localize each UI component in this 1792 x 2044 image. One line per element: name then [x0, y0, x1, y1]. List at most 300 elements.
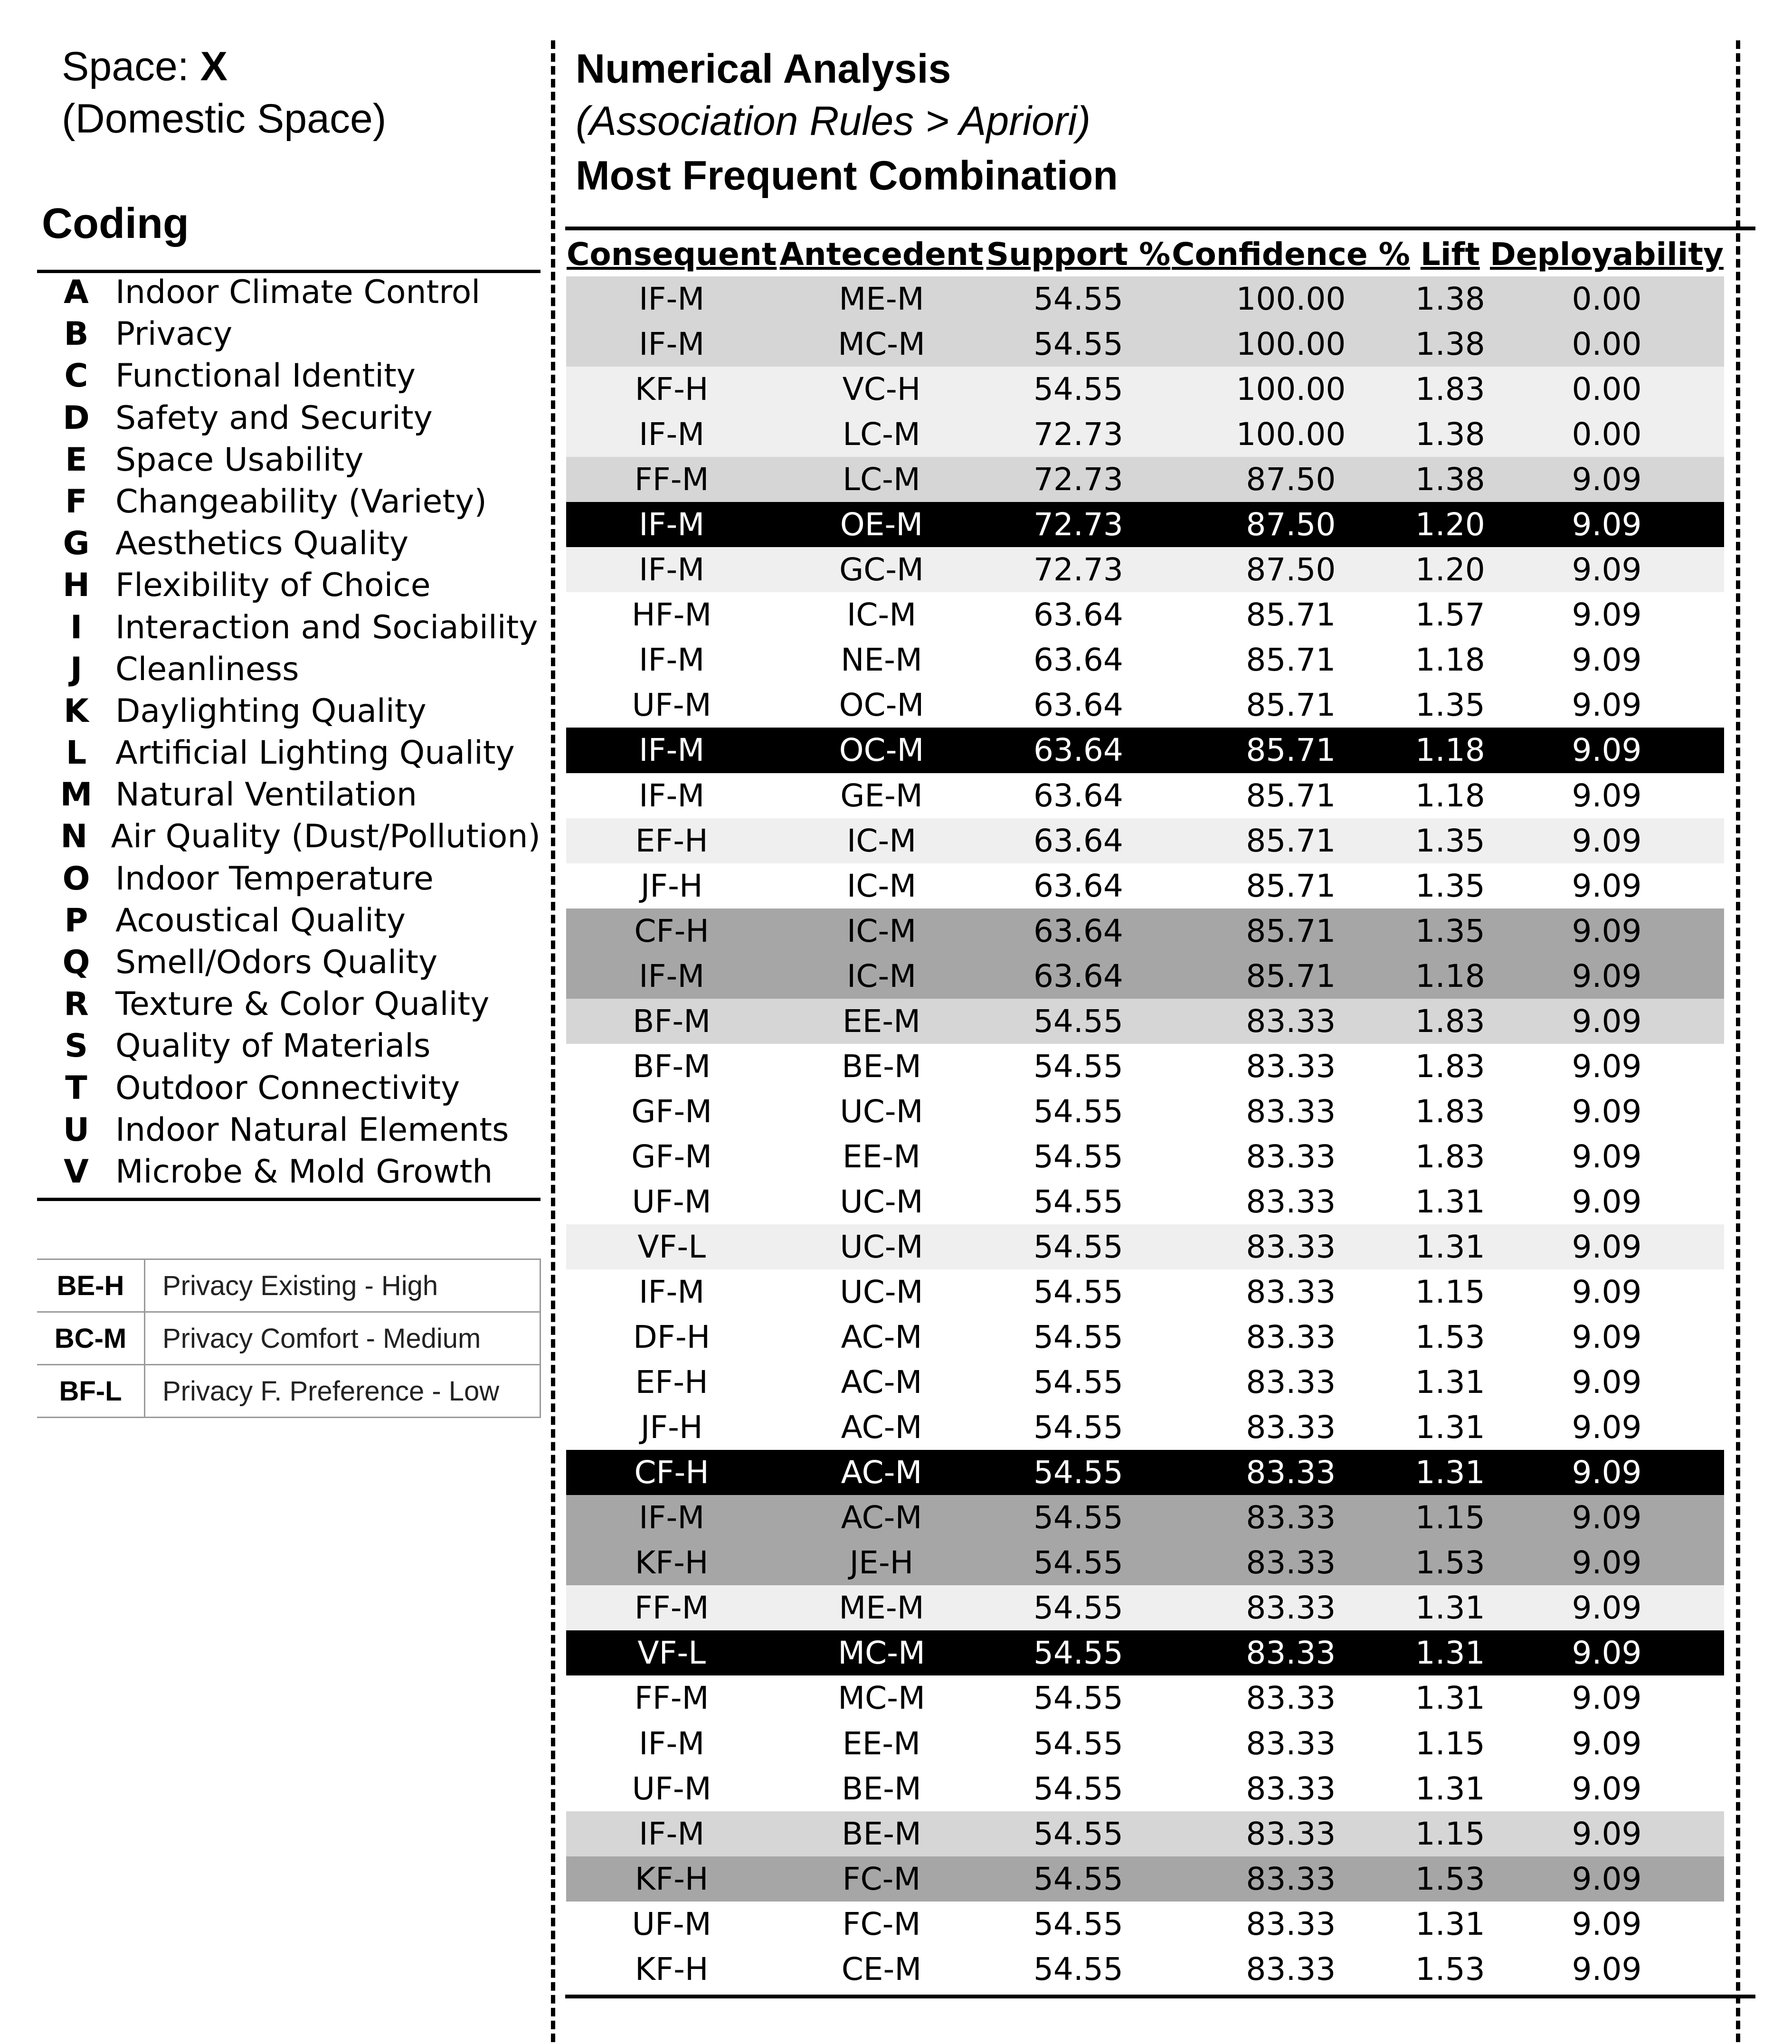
- deployability-cell: 9.09: [1489, 502, 1724, 547]
- support-cell: 63.64: [986, 592, 1171, 637]
- coding-item: [37, 816, 540, 858]
- legend-row: [37, 1365, 540, 1417]
- support-cell: 54.55: [986, 1360, 1171, 1405]
- deployability-cell: 9.09: [1489, 592, 1724, 637]
- confidence-cell: 83.33: [1171, 1224, 1411, 1269]
- lift-cell: 1.31: [1411, 1405, 1489, 1450]
- deployability-cell: 9.09: [1489, 1585, 1724, 1630]
- coding-code: C: [64, 357, 88, 395]
- coding-code: H: [63, 567, 90, 605]
- coding-item: [37, 942, 540, 984]
- antecedent-cell: BE-M: [777, 1811, 986, 1856]
- deployability-cell: 9.09: [1489, 773, 1724, 818]
- antecedent-cell: AC-M: [777, 1450, 986, 1495]
- table-row: [566, 1134, 1724, 1179]
- legend-code: BF-L: [37, 1365, 145, 1417]
- confidence-cell: 85.71: [1171, 818, 1411, 863]
- coding-item: [37, 1025, 540, 1067]
- table-row: [566, 637, 1724, 682]
- confidence-cell: 85.71: [1171, 908, 1411, 954]
- coding-description: Outdoor Connectivity: [115, 1069, 460, 1107]
- support-cell: 63.64: [986, 728, 1171, 773]
- lift-cell: 1.15: [1411, 1495, 1489, 1540]
- confidence-cell: 83.33: [1171, 1856, 1411, 1902]
- deployability-cell: 9.09: [1489, 908, 1724, 954]
- consequent-cell: BF-M: [566, 1044, 777, 1089]
- coding-code: B: [64, 315, 89, 353]
- coding-description: Cleanliness: [115, 650, 299, 688]
- confidence-cell: 85.71: [1171, 592, 1411, 637]
- consequent-cell: EF-H: [566, 818, 777, 863]
- deployability-cell: 9.09: [1489, 682, 1724, 728]
- coding-description: Texture & Color Quality: [115, 985, 490, 1023]
- coding-description: Safety and Security: [115, 399, 433, 437]
- deployability-cell: 9.09: [1489, 1540, 1724, 1585]
- lift-cell: 1.31: [1411, 1224, 1489, 1269]
- table-row: [566, 412, 1724, 457]
- coding-code: E: [65, 441, 87, 479]
- antecedent-cell: IC-M: [777, 863, 986, 908]
- confidence-cell: 83.33: [1171, 1675, 1411, 1721]
- consequent-cell: IF-M: [566, 276, 777, 322]
- lift-cell: 1.38: [1411, 412, 1489, 457]
- consequent-cell: IF-M: [566, 728, 777, 773]
- coding-description: Indoor Temperature: [115, 860, 434, 898]
- table-row: [566, 547, 1724, 592]
- support-cell: 54.55: [986, 1450, 1171, 1495]
- consequent-cell: UF-M: [566, 1902, 777, 1947]
- coding-code: G: [63, 525, 90, 563]
- analysis-heading: Most Frequent Combination: [576, 153, 1118, 199]
- antecedent-cell: EE-M: [777, 1134, 986, 1179]
- table-top-rule: [565, 227, 1755, 230]
- lift-cell: 1.18: [1411, 773, 1489, 818]
- consequent-cell: IF-M: [566, 1811, 777, 1856]
- support-cell: 54.55: [986, 1224, 1171, 1269]
- coding-code: A: [64, 274, 89, 311]
- consequent-cell: HF-M: [566, 592, 777, 637]
- lift-cell: 1.35: [1411, 682, 1489, 728]
- coding-item: [37, 397, 540, 439]
- coding-list: [37, 272, 540, 1193]
- table-row: [566, 1766, 1724, 1811]
- coding-title: Coding: [42, 200, 189, 247]
- coding-item: [37, 691, 540, 732]
- confidence-cell: 85.71: [1171, 773, 1411, 818]
- deployability-cell: 9.09: [1489, 1675, 1724, 1721]
- col-header-confidence: Confidence %: [1172, 236, 1410, 273]
- confidence-cell: 100.00: [1171, 412, 1411, 457]
- confidence-cell: 83.33: [1171, 999, 1411, 1044]
- antecedent-cell: AC-M: [777, 1495, 986, 1540]
- support-cell: 72.73: [986, 502, 1171, 547]
- table-row: [566, 457, 1724, 502]
- deployability-cell: 9.09: [1489, 1495, 1724, 1540]
- consequent-cell: JF-H: [566, 1405, 777, 1450]
- lift-cell: 1.53: [1411, 1947, 1489, 1992]
- support-cell: 54.55: [986, 1405, 1171, 1450]
- col-header-consequent: Consequent: [567, 236, 777, 273]
- lift-cell: 1.18: [1411, 637, 1489, 682]
- coding-code: M: [60, 776, 93, 814]
- antecedent-cell: OC-M: [777, 682, 986, 728]
- col-header-support: Support %: [986, 236, 1171, 273]
- coding-code: S: [65, 1027, 88, 1065]
- lift-cell: 1.18: [1411, 954, 1489, 999]
- space-label-line: [62, 40, 386, 93]
- coding-code: U: [63, 1111, 90, 1149]
- support-cell: 63.64: [986, 908, 1171, 954]
- antecedent-cell: BE-M: [777, 1044, 986, 1089]
- support-cell: 63.64: [986, 773, 1171, 818]
- confidence-cell: 83.33: [1171, 1540, 1411, 1585]
- deployability-cell: 9.09: [1489, 1947, 1724, 1992]
- coding-item: [37, 355, 540, 397]
- consequent-cell: KF-H: [566, 1856, 777, 1902]
- support-cell: 63.64: [986, 863, 1171, 908]
- support-cell: 54.55: [986, 1269, 1171, 1315]
- consequent-cell: BF-M: [566, 999, 777, 1044]
- coding-item: [37, 565, 540, 606]
- table-row: [566, 999, 1724, 1044]
- support-cell: 54.55: [986, 276, 1171, 322]
- table-row: [566, 1044, 1724, 1089]
- table-row: [566, 1450, 1724, 1495]
- antecedent-cell: EE-M: [777, 999, 986, 1044]
- antecedent-cell: CE-M: [777, 1947, 986, 1992]
- coding-description: Artificial Lighting Quality: [115, 734, 515, 772]
- coding-description: Smell/Odors Quality: [115, 944, 438, 981]
- antecedent-cell: UC-M: [777, 1089, 986, 1134]
- confidence-cell: 83.33: [1171, 1405, 1411, 1450]
- coding-description: Natural Ventilation: [115, 776, 417, 814]
- coding-code: I: [70, 608, 83, 646]
- coding-code: T: [65, 1069, 87, 1107]
- consequent-cell: EF-H: [566, 1360, 777, 1405]
- antecedent-cell: UC-M: [777, 1224, 986, 1269]
- table-row: [566, 1405, 1724, 1450]
- coding-description: Space Usability: [115, 441, 364, 479]
- lift-cell: 1.53: [1411, 1856, 1489, 1902]
- coding-item: [37, 1109, 540, 1151]
- deployability-cell: 9.09: [1489, 1360, 1724, 1405]
- table-row: [566, 1224, 1724, 1269]
- confidence-cell: 83.33: [1171, 1495, 1411, 1540]
- antecedent-cell: UC-M: [777, 1179, 986, 1224]
- deployability-cell: 9.09: [1489, 1179, 1724, 1224]
- table-row: [566, 728, 1724, 773]
- analysis-title: Numerical Analysis: [576, 46, 951, 92]
- deployability-cell: 9.09: [1489, 1811, 1724, 1856]
- deployability-cell: 9.09: [1489, 1721, 1724, 1766]
- deployability-cell: 9.09: [1489, 1902, 1724, 1947]
- consequent-cell: VF-L: [566, 1630, 777, 1675]
- lift-cell: 1.31: [1411, 1630, 1489, 1675]
- legend-description: Privacy Existing - High: [162, 1270, 438, 1301]
- table-row: [566, 773, 1724, 818]
- consequent-cell: GF-M: [566, 1134, 777, 1179]
- table-row: [566, 322, 1724, 367]
- antecedent-cell: FC-M: [777, 1902, 986, 1947]
- consequent-cell: KF-H: [566, 1540, 777, 1585]
- legend-code: BC-M: [37, 1313, 145, 1364]
- lift-cell: 1.83: [1411, 1089, 1489, 1134]
- deployability-cell: 9.09: [1489, 728, 1724, 773]
- table-row: [566, 1315, 1724, 1360]
- coding-item: [37, 523, 540, 565]
- coding-item: [37, 1151, 540, 1193]
- support-cell: 54.55: [986, 1089, 1171, 1134]
- coding-description: Air Quality (Dust/Pollution): [111, 818, 540, 856]
- consequent-cell: IF-M: [566, 1269, 777, 1315]
- confidence-cell: 83.33: [1171, 1134, 1411, 1179]
- deployability-cell: 9.09: [1489, 818, 1724, 863]
- left-dashed-separator: [551, 40, 555, 2042]
- table-row: [566, 1811, 1724, 1856]
- table-row: [566, 682, 1724, 728]
- coding-description: Microbe & Mold Growth: [115, 1153, 493, 1191]
- antecedent-cell: IC-M: [777, 818, 986, 863]
- lift-cell: 1.31: [1411, 1675, 1489, 1721]
- support-cell: 63.64: [986, 818, 1171, 863]
- antecedent-cell: AC-M: [777, 1315, 986, 1360]
- antecedent-cell: NE-M: [777, 637, 986, 682]
- confidence-cell: 85.71: [1171, 863, 1411, 908]
- antecedent-cell: ME-M: [777, 276, 986, 322]
- coding-description: Quality of Materials: [115, 1027, 431, 1065]
- consequent-cell: IF-M: [566, 954, 777, 999]
- antecedent-cell: MC-M: [777, 1630, 986, 1675]
- support-cell: 72.73: [986, 412, 1171, 457]
- lift-cell: 1.31: [1411, 1585, 1489, 1630]
- legend-row: [37, 1313, 540, 1365]
- consequent-cell: IF-M: [566, 637, 777, 682]
- space-subtitle: (Domestic Space): [62, 96, 387, 142]
- confidence-cell: 83.33: [1171, 1360, 1411, 1405]
- confidence-cell: 100.00: [1171, 276, 1411, 322]
- antecedent-cell: LC-M: [777, 412, 986, 457]
- coding-item: [37, 774, 540, 816]
- lift-cell: 1.83: [1411, 1134, 1489, 1179]
- coding-divider-bottom: [37, 1198, 540, 1201]
- confidence-cell: 87.50: [1171, 502, 1411, 547]
- coding-description: Interaction and Sociability: [115, 608, 538, 646]
- table-row: [566, 1902, 1724, 1947]
- coding-item: [37, 984, 540, 1025]
- antecedent-cell: GC-M: [777, 547, 986, 592]
- legend-code: BE-H: [37, 1260, 145, 1311]
- col-header-deployability: Deployability: [1489, 236, 1724, 273]
- table-row: [566, 1360, 1724, 1405]
- table-row: [566, 1540, 1724, 1585]
- antecedent-cell: AC-M: [777, 1405, 986, 1450]
- confidence-cell: 83.33: [1171, 1269, 1411, 1315]
- coding-code: J: [70, 650, 83, 688]
- confidence-cell: 83.33: [1171, 1721, 1411, 1766]
- legend-description: Privacy F. Preference - Low: [162, 1375, 500, 1407]
- space-label: Space:: [62, 44, 189, 89]
- support-cell: 54.55: [986, 367, 1171, 412]
- consequent-cell: IF-M: [566, 547, 777, 592]
- antecedent-cell: JE-H: [777, 1540, 986, 1585]
- consequent-cell: IF-M: [566, 322, 777, 367]
- confidence-cell: 85.71: [1171, 954, 1411, 999]
- support-cell: 54.55: [986, 1134, 1171, 1179]
- coding-description: Aesthetics Quality: [115, 525, 409, 563]
- lift-cell: 1.20: [1411, 502, 1489, 547]
- support-cell: 54.55: [986, 1179, 1171, 1224]
- confidence-cell: 83.33: [1171, 1630, 1411, 1675]
- support-cell: 54.55: [986, 1585, 1171, 1630]
- coding-item: [37, 272, 540, 313]
- table-row: [566, 1179, 1724, 1224]
- coding-item: [37, 732, 540, 774]
- support-cell: 54.55: [986, 1766, 1171, 1811]
- deployability-cell: 9.09: [1489, 547, 1724, 592]
- consequent-cell: IF-M: [566, 773, 777, 818]
- coding-item: [37, 313, 540, 355]
- lift-cell: 1.53: [1411, 1540, 1489, 1585]
- antecedent-cell: VC-H: [777, 367, 986, 412]
- deployability-cell: 9.09: [1489, 637, 1724, 682]
- consequent-cell: IF-M: [566, 1495, 777, 1540]
- col-header-lift: Lift: [1420, 236, 1480, 273]
- support-cell: 54.55: [986, 1315, 1171, 1360]
- coding-code: F: [65, 483, 87, 520]
- deployability-cell: 9.09: [1489, 1630, 1724, 1675]
- consequent-cell: KF-H: [566, 1947, 777, 1992]
- consequent-cell: UF-M: [566, 682, 777, 728]
- deployability-cell: 9.09: [1489, 999, 1724, 1044]
- confidence-cell: 83.33: [1171, 1315, 1411, 1360]
- coding-code: D: [63, 399, 90, 437]
- lift-cell: 1.35: [1411, 863, 1489, 908]
- consequent-cell: IF-M: [566, 1721, 777, 1766]
- confidence-cell: 83.33: [1171, 1450, 1411, 1495]
- coding-description: Indoor Climate Control: [115, 274, 481, 311]
- confidence-cell: 87.50: [1171, 547, 1411, 592]
- consequent-cell: DF-H: [566, 1315, 777, 1360]
- deployability-cell: 9.09: [1489, 1089, 1724, 1134]
- deployability-cell: 9.09: [1489, 457, 1724, 502]
- confidence-cell: 87.50: [1171, 457, 1411, 502]
- lift-cell: 1.38: [1411, 457, 1489, 502]
- coding-item: [37, 481, 540, 523]
- coding-code: P: [64, 901, 88, 939]
- lift-cell: 1.15: [1411, 1721, 1489, 1766]
- antecedent-cell: EE-M: [777, 1721, 986, 1766]
- support-cell: 54.55: [986, 1902, 1171, 1947]
- lift-cell: 1.35: [1411, 818, 1489, 863]
- consequent-cell: FF-M: [566, 1585, 777, 1630]
- lift-cell: 1.20: [1411, 547, 1489, 592]
- coding-description: Daylighting Quality: [115, 692, 427, 730]
- table-row: [566, 863, 1724, 908]
- consequent-cell: CF-H: [566, 1450, 777, 1495]
- deployability-cell: 9.09: [1489, 1766, 1724, 1811]
- antecedent-cell: FC-M: [777, 1856, 986, 1902]
- deployability-cell: 9.09: [1489, 1856, 1724, 1902]
- coding-item: [37, 439, 540, 481]
- lift-cell: 1.31: [1411, 1902, 1489, 1947]
- confidence-cell: 85.71: [1171, 728, 1411, 773]
- lift-cell: 1.38: [1411, 322, 1489, 367]
- legend-description: Privacy Comfort - Medium: [162, 1323, 481, 1354]
- lift-cell: 1.53: [1411, 1315, 1489, 1360]
- table-row: [566, 367, 1724, 412]
- lift-cell: 1.38: [1411, 276, 1489, 322]
- deployability-cell: 9.09: [1489, 1405, 1724, 1450]
- consequent-cell: VF-L: [566, 1224, 777, 1269]
- coding-code: K: [64, 692, 89, 730]
- deployability-cell: 9.09: [1489, 863, 1724, 908]
- table-header-row: [566, 232, 1724, 276]
- coding-code: L: [66, 734, 87, 772]
- coding-item: [37, 858, 540, 900]
- table-row: [566, 908, 1724, 954]
- coding-item: [37, 1068, 540, 1109]
- table-row: [566, 1089, 1724, 1134]
- deployability-cell: 0.00: [1489, 322, 1724, 367]
- confidence-cell: 83.33: [1171, 1902, 1411, 1947]
- lift-cell: 1.15: [1411, 1811, 1489, 1856]
- lift-cell: 1.15: [1411, 1269, 1489, 1315]
- table-row: [566, 954, 1724, 999]
- support-cell: 54.55: [986, 1630, 1171, 1675]
- coding-code: R: [64, 985, 89, 1023]
- consequent-cell: UF-M: [566, 1179, 777, 1224]
- consequent-cell: KF-H: [566, 367, 777, 412]
- support-cell: 63.64: [986, 637, 1171, 682]
- lift-cell: 1.57: [1411, 592, 1489, 637]
- antecedent-cell: GE-M: [777, 773, 986, 818]
- space-code: X: [200, 44, 228, 89]
- deployability-cell: 9.09: [1489, 1315, 1724, 1360]
- support-cell: 54.55: [986, 322, 1171, 367]
- support-cell: 54.55: [986, 999, 1171, 1044]
- consequent-cell: IF-M: [566, 412, 777, 457]
- analysis-subtitle: (Association Rules > Apriori): [576, 98, 1091, 144]
- consequent-cell: IF-M: [566, 502, 777, 547]
- table-row: [566, 1721, 1724, 1766]
- antecedent-cell: OE-M: [777, 502, 986, 547]
- confidence-cell: 83.33: [1171, 1179, 1411, 1224]
- consequent-cell: FF-M: [566, 457, 777, 502]
- table-row: [566, 502, 1724, 547]
- support-cell: 54.55: [986, 1675, 1171, 1721]
- support-cell: 54.55: [986, 1044, 1171, 1089]
- antecedent-cell: OC-M: [777, 728, 986, 773]
- right-dashed-separator: [1736, 40, 1740, 2042]
- support-cell: 54.55: [986, 1947, 1171, 1992]
- coding-item: [37, 900, 540, 942]
- deployability-cell: 9.09: [1489, 1450, 1724, 1495]
- deployability-cell: 0.00: [1489, 367, 1724, 412]
- lift-cell: 1.31: [1411, 1360, 1489, 1405]
- confidence-cell: 85.71: [1171, 637, 1411, 682]
- table-row: [566, 1856, 1724, 1902]
- confidence-cell: 83.33: [1171, 1947, 1411, 1992]
- confidence-cell: 100.00: [1171, 367, 1411, 412]
- confidence-cell: 83.33: [1171, 1585, 1411, 1630]
- support-cell: 54.55: [986, 1721, 1171, 1766]
- table-row: [566, 1495, 1724, 1540]
- lift-cell: 1.83: [1411, 999, 1489, 1044]
- support-cell: 54.55: [986, 1495, 1171, 1540]
- support-cell: 54.55: [986, 1811, 1171, 1856]
- table-row: [566, 276, 1724, 322]
- consequent-cell: CF-H: [566, 908, 777, 954]
